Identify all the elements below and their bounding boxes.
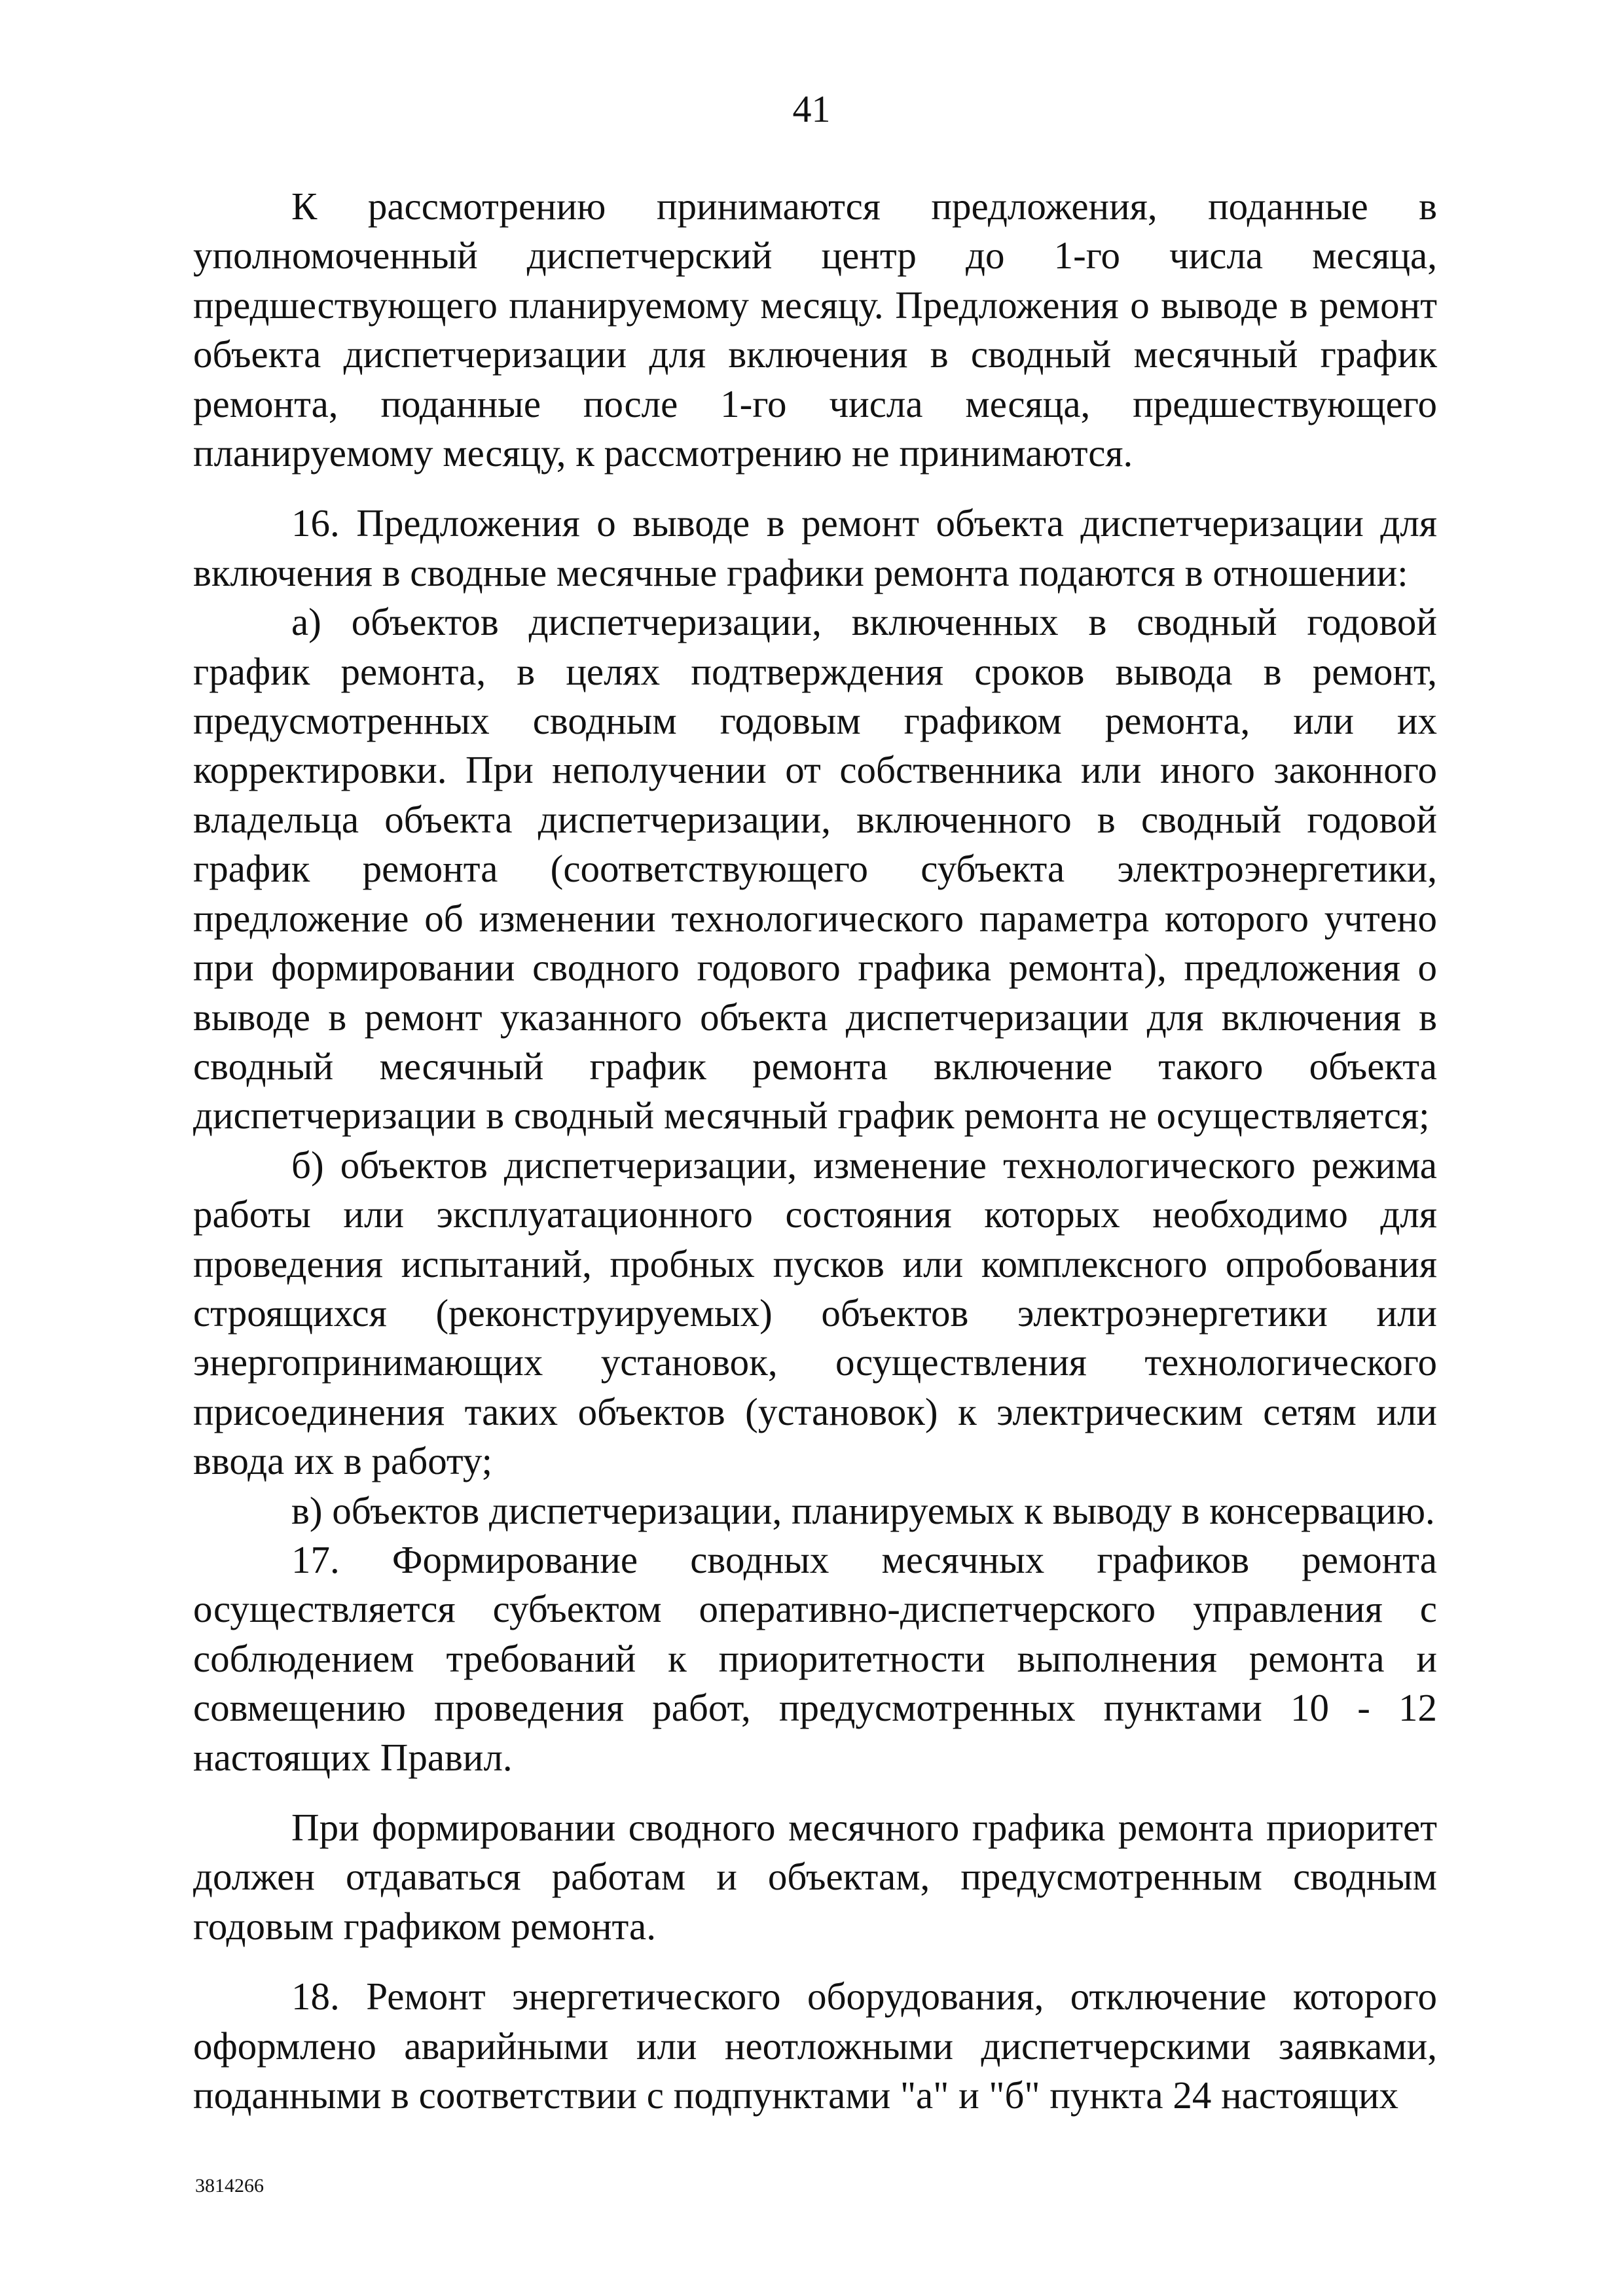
paragraph-submission-deadline: К рассмотрению принимаются предложения, поданные в уполномоченный диспетчерский центр до 1-го числа месяца, предшествующего планируемому месяцу. Предложения о выводе в ремонт объекта диспетчеризации для включения в сводный месячный график ремонта, поданные после 1-го числа месяца, предшествующего планируемому месяцу, к рассмотрению не принимаются. [193,185,1437,475]
paragraph-17: 17. Формирование сводных месячных графиков ремонта осуществляется субъектом оперативно-диспетчерского управления с соблюдением требований к приоритетности выполнения ремонта и совмещению проведения работ, предусмотренных пунктами 10 - 12 настоящих Правил. [193,1537,1437,1779]
document-code: 3814266 [195,2175,264,2197]
paragraph-16-v: в) объектов диспетчеризации, планируемых к выводу в консервацию. [291,1488,1435,1532]
paragraph-priority: При формировании сводного месячного графика ремонта приоритет должен отдаваться работам и объектам, предусмотренным сводным годовым графиком ремонта. [193,1806,1437,1948]
paragraph-18: 18. Ремонт энергетического оборудования, отключение которого оформлено аварийными или неотложными диспетчерскими заявками, поданными в соответствии с подпунктами "а" и "б" пункта 24 настоящих [193,1975,1437,2117]
paragraph-16-b: б) объектов диспетчеризации, изменение технологического режима работы или эксплуатационного состояния которых необходимо для проведения испытаний, пробных пусков или комплексного опробования строящихся (реконструируемых) объектов электроэнергетики или энергопринимающих установок, осуществления технологического присоединения таких объектов (установок) к электрическим сетям или ввода их в работу; [193,1143,1437,1483]
document-body [193,182,1437,2120]
page-number: 41 [792,88,831,130]
paragraph-16-a: а) объектов диспетчеризации, включенных в сводный годовой график ремонта, в целях подтверждения сроков вывода в ремонт, предусмотренных сводным годовым графиком ремонта, или их корректировки. При неполучении от собственника или иного законного владельца объекта диспетчеризации, включенного в сводный годовой график ремонта (соответствующего субъекта электроэнергетики, предложение об изменении технологического параметра которого учтено при формировании сводного годового графика ремонта), предложения о выводе в ремонт указанного объекта диспетчеризации для включения в сводный месячный график ремонта включение такого объекта диспетчеризации в сводный месячный график ремонта не осуществляется; [193,600,1437,1138]
paragraph-16: 16. Предложения о выводе в ремонт объекта диспетчеризации для включения в сводные месячные графики ремонта подаются в отношении: [193,501,1437,594]
